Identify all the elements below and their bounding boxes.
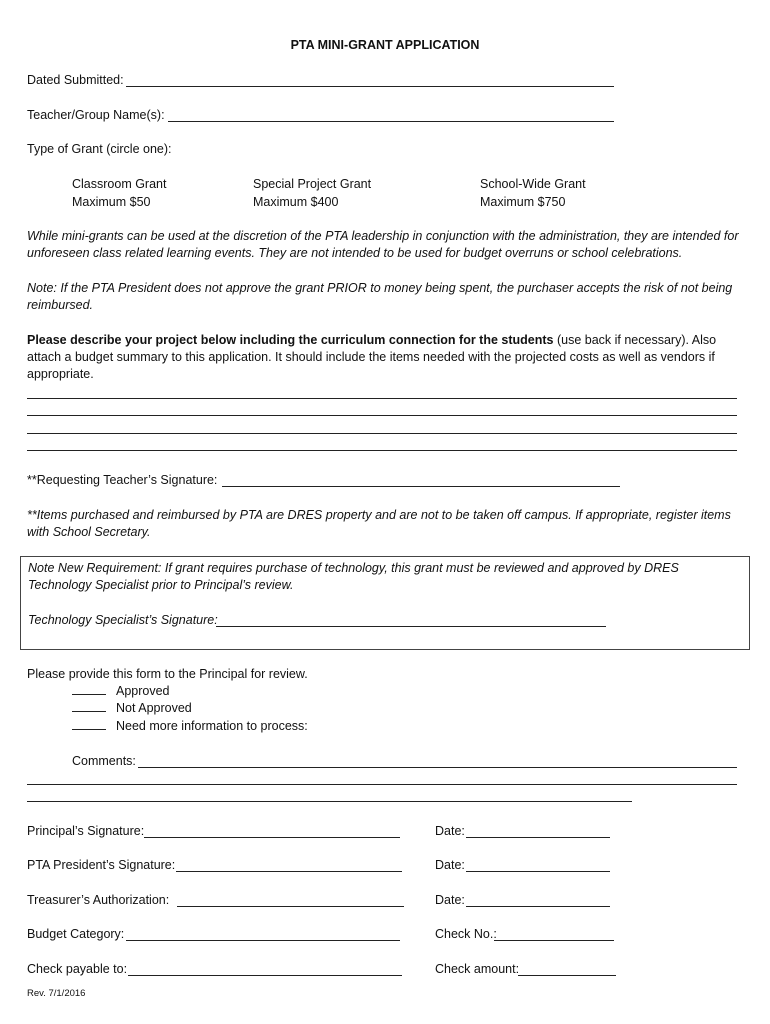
principal-signature-label: Principal’s Signature: [27,824,145,838]
check-amount-field[interactable] [518,975,616,976]
teacher-signature-field[interactable] [222,486,620,487]
treasurer-date-field[interactable] [466,906,610,907]
grant-name: School-Wide Grant [480,177,586,191]
option-label: Not Approved [116,701,192,715]
principal-date-field[interactable] [466,837,610,838]
comments-line[interactable] [138,767,737,768]
grant-max: Maximum $750 [480,195,566,209]
comments-label: Comments: [72,754,136,768]
form-title: PTA MINI-GRANT APPLICATION [290,38,480,52]
option-label: Need more information to process: [116,719,308,733]
grant-type-label: Type of Grant (circle one): [27,142,172,156]
treasurer-authorization-field[interactable] [177,906,404,907]
grant-name: Special Project Grant [253,177,372,191]
checkbox-blank[interactable] [72,683,106,695]
describe-bold-text: Please describe your project below including the curriculum connection for the students [27,333,554,347]
technology-signature-label: Technology Specialist’s Signature: [28,613,218,627]
teacher-signature-label: **Requesting Teacher’s Signature: [27,473,218,487]
budget-category-label: Budget Category: [27,927,125,941]
grant-max: Maximum $400 [253,195,339,209]
principal-date-label: Date: [435,824,465,838]
grant-option-school-wide[interactable] [480,175,586,211]
check-payable-field[interactable] [128,975,402,976]
description-line[interactable] [27,398,737,399]
president-date-label: Date: [435,858,465,872]
revision-date: Rev. 7/1/2016 [27,988,86,999]
check-payable-label: Check payable to: [27,962,128,976]
treasurer-date-label: Date: [435,893,465,907]
grant-name: Classroom Grant [72,177,167,191]
discretion-paragraph: While mini-grants can be used at the discretion of the PTA leadership in conjunction with the administration, they are intended for unforeseen class related learning events. They are not intended to be used for budget overruns or school celebrations. [27,229,739,260]
description-line[interactable] [27,433,737,434]
teacher-group-label: Teacher/Group Name(s): [27,108,165,122]
president-signature-field[interactable] [176,871,402,872]
treasurer-authorization-label: Treasurer’s Authorization: [27,893,170,907]
technology-requirement-note: Note New Requirement: If grant requires purchase of technology, this grant must be reviewed and approved by DRES Technology Specialist prior to Principal’s review. [28,561,679,592]
describe-instructions [27,332,742,383]
date-submitted-label: Dated Submitted: [27,73,124,87]
comments-line[interactable] [27,784,737,785]
describe-rest-text: (use back if necessary). Also attach a budget summary to this application. It should include the items needed with the projected costs as well as vendors if appropriate. [27,333,717,381]
comments-line[interactable] [27,801,632,802]
description-line[interactable] [27,415,737,416]
principal-review-intro: Please provide this form to the Principal for review. [27,667,308,681]
grant-option-classroom[interactable] [72,175,166,211]
president-signature-label: PTA President’s Signature: [27,858,176,872]
teacher-group-field[interactable] [168,121,614,122]
technology-signature-field[interactable] [216,626,606,627]
president-date-field[interactable] [466,871,610,872]
approval-note: Note: If the PTA President does not approve the grant PRIOR to money being spent, the purchaser accepts the risk of not being reimbursed. [27,281,733,312]
description-line[interactable] [27,450,737,451]
check-amount-label: Check amount: [435,962,520,976]
checkbox-blank[interactable] [72,700,106,712]
checkbox-blank[interactable] [72,718,106,730]
grant-option-special-project[interactable] [253,175,371,211]
not-approved-option[interactable] [72,700,192,717]
approved-option[interactable] [72,683,170,700]
check-number-field[interactable] [494,940,614,941]
date-submitted-field[interactable] [126,86,614,87]
principal-signature-field[interactable] [144,837,400,838]
grant-max: Maximum $50 [72,195,151,209]
property-note: **Items purchased and reimbursed by PTA are DRES property and are not to be taken off campus. If appropriate, register items with School Secretary. [27,508,731,539]
need-more-info-option[interactable] [72,718,308,735]
budget-category-field[interactable] [126,940,400,941]
option-label: Approved [116,684,170,698]
check-number-label: Check No.: [435,927,497,941]
